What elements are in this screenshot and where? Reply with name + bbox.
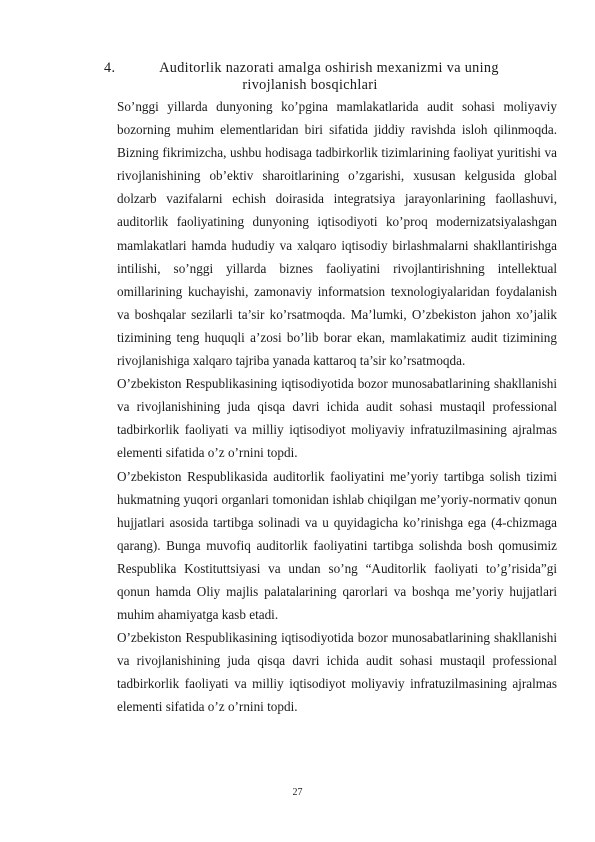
paragraph-2: O’zbekiston Respublikasining iqtisodiyotida bozor munosabatlarining shakllanishi va rivojlanishining juda qisqa davri ichida audit sohasi mustaqil professional tadbirkorlik faoliyati va milliy iqtisodiyot moliyaviy infratuzilmasining ajralmas elementi sifatida o’z o’rnini topdi.	[117, 376, 557, 461]
page-number: 27	[292, 787, 303, 798]
body-text	[117, 95, 557, 719]
paragraph-3: O’zbekiston Respublikasida auditorlik faoliyatini me’yoriy tartibga solish tizimi hukmatning yuqori organlari tomonidan ishlab chiqilgan me’yoriy-normativ qonun hujjatlari asosida tartibga solinadi va u quyidagicha ko’rinishga ega (4-chizmaga qarang). Bunga muvofiq auditorlik faoliyatini tartibga solishda bosh qomusimiz Respublika Kostituttsiyasi va undan so’ng “Auditorlik faoliyati to’g’risida”gi qonun hamda Oliy majlis palatalarining qarorlari va boshqa me’yoriy hujjatlari muhim ahamiyatga kasb etadi.	[117, 468, 557, 623]
paragraph-4: O’zbekiston Respublikasining iqtisodiyotida bozor munosabatlarining shakllanishi va rivojlanishining juda qisqa davri ichida audit sohasi mustaqil professional tadbirkorlik faoliyati va milliy iqtisodiyot moliyaviy infratuzilmasining ajralmas elementi sifatida o’z o’rnini topdi.	[117, 630, 557, 715]
section-title-line-1: Auditorlik nazorati amalga oshirish mexanizmi va uning	[159, 60, 499, 76]
paragraph-1: So’nggi yillarda dunyoning ko’pgina mamlakatlarida audit sohasi moliyaviy bozorning muhim elementlaridan biri sifatida jiddiy ravishda isloh qilinmoqda. Bizning fikrimizcha, ushbu hodisaga tadbirkorlik tizimlarining faoliyat yuritishi va rivojlanishining ob’ektiv sharoitlarining o’zgarishi, xususan kelgusida global dolzarb vazifalarni echish doirasida integratsiya jarayonlarining faollashuvi, auditorlik faoliyatining dunyoning iqtisodiyoti ko’proq modernizatsiyalashgan mamlakatlari hamda hududiy va xalqaro iqtisodiy birlashmalarni shakllantirishga intilishi, so’nggi yillarda biznes faoliyatini rivojlantirishning intellektual omillarining kuchayishi, zamonaviy informatsion texnologiyalaridan foydalanish va boshqalar sezilarli ta’sir ko’rsatmoqda. Ma’lumki, O’zbekiston jahon xo’jalik tizimining teng huquqli a’zosi bo’lib borar ekan, mamlakatimiz audit tizimining rivojlanishiga xalqaro tajriba yanada kattaroq ta’sir ko’rsatmoqda.	[117, 99, 557, 369]
section-heading	[100, 60, 520, 94]
section-number: 4.	[104, 60, 116, 76]
section-title-line-2: rivojlanish bosqichlari	[242, 77, 378, 93]
